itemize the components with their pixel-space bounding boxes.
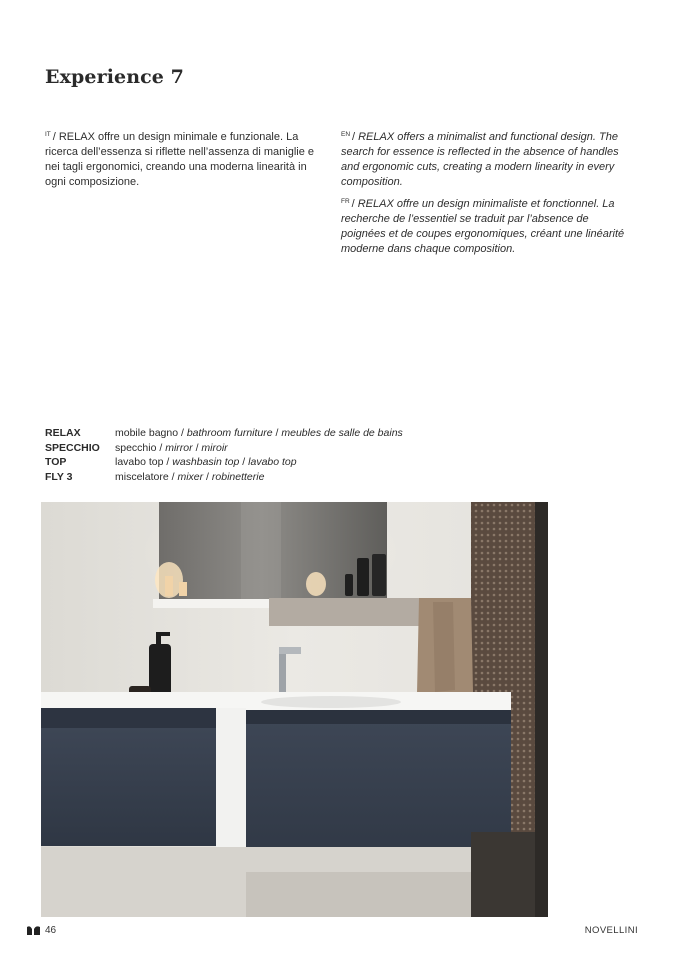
shower-frame (535, 502, 548, 917)
page-title: Experience 7 (45, 66, 185, 88)
faucet-spout-icon (279, 647, 301, 654)
spec-value: miscelatore / mixer / robinetterie (115, 470, 265, 483)
candle-icon (165, 576, 173, 596)
bottle-icon (345, 574, 353, 596)
italian-text (45, 127, 317, 190)
cabinet-left-top (41, 708, 216, 728)
bathroom-photo (41, 502, 548, 917)
towel-fold (433, 602, 455, 692)
soap-pump-icon (156, 632, 170, 636)
spec-row (45, 441, 403, 456)
lang-code-en: EN (341, 131, 351, 138)
candle-icon (179, 582, 187, 596)
spec-key: RELAX (45, 427, 81, 439)
novellini-logo-icon (27, 926, 40, 935)
bottle-icon (357, 558, 369, 596)
shelf-box (269, 598, 429, 626)
cabinet-left (41, 728, 216, 846)
spec-key: FLY 3 (45, 470, 73, 483)
shower-floor (471, 832, 535, 917)
lang-slash: / (52, 131, 56, 143)
french-body: RELAX offre un design minimaliste et fonctionnel. La recherche de l’essentiel se traduit par l’absence de poignées et de coupes ergonomiques, créant une linéarité moderne dans chaque composition. (341, 198, 625, 255)
lang-slash: / (352, 131, 356, 143)
lang-code-fr: FR (341, 198, 350, 205)
spec-key: SPECCHIO (45, 441, 100, 454)
spec-value: mobile bagno / bathroom furniture / meubles de salle de bains (115, 427, 403, 439)
spec-value: specchio / mirror / miroir (115, 441, 228, 454)
product-specs (45, 426, 403, 484)
spec-key: TOP (45, 456, 67, 468)
page-number: 46 (45, 925, 57, 936)
english-text (341, 127, 633, 190)
spec-row (45, 455, 403, 470)
bottle-icon (372, 554, 386, 596)
floor-shadow (246, 872, 471, 917)
mirror-reflection (241, 502, 281, 600)
candle-glow-icon (306, 572, 326, 596)
spec-value: lavabo top / washbasin top / lavabo top (115, 456, 297, 468)
lang-slash: / (351, 198, 355, 210)
spec-row (45, 426, 403, 441)
italian-body: RELAX offre un design minimale e funzionale. La ricerca dell’essenza si riflette nell’assenza di maniglie e nei tagli ergonomici, creando una moderna linearità in ogni composizione. (45, 131, 315, 188)
english-body: RELAX offers a minimalist and functional design. The search for essence is reflected in the absence of handles and ergonomic cuts, creating a modern linearity in every composition. (341, 131, 619, 188)
cabinet-right-top (246, 710, 511, 724)
washbasin (261, 696, 401, 708)
spec-row (45, 470, 403, 485)
brand-name: NOVELLINI (584, 925, 638, 936)
lang-code-it: IT (45, 131, 51, 138)
faucet-icon (279, 647, 286, 697)
french-text (341, 194, 633, 257)
